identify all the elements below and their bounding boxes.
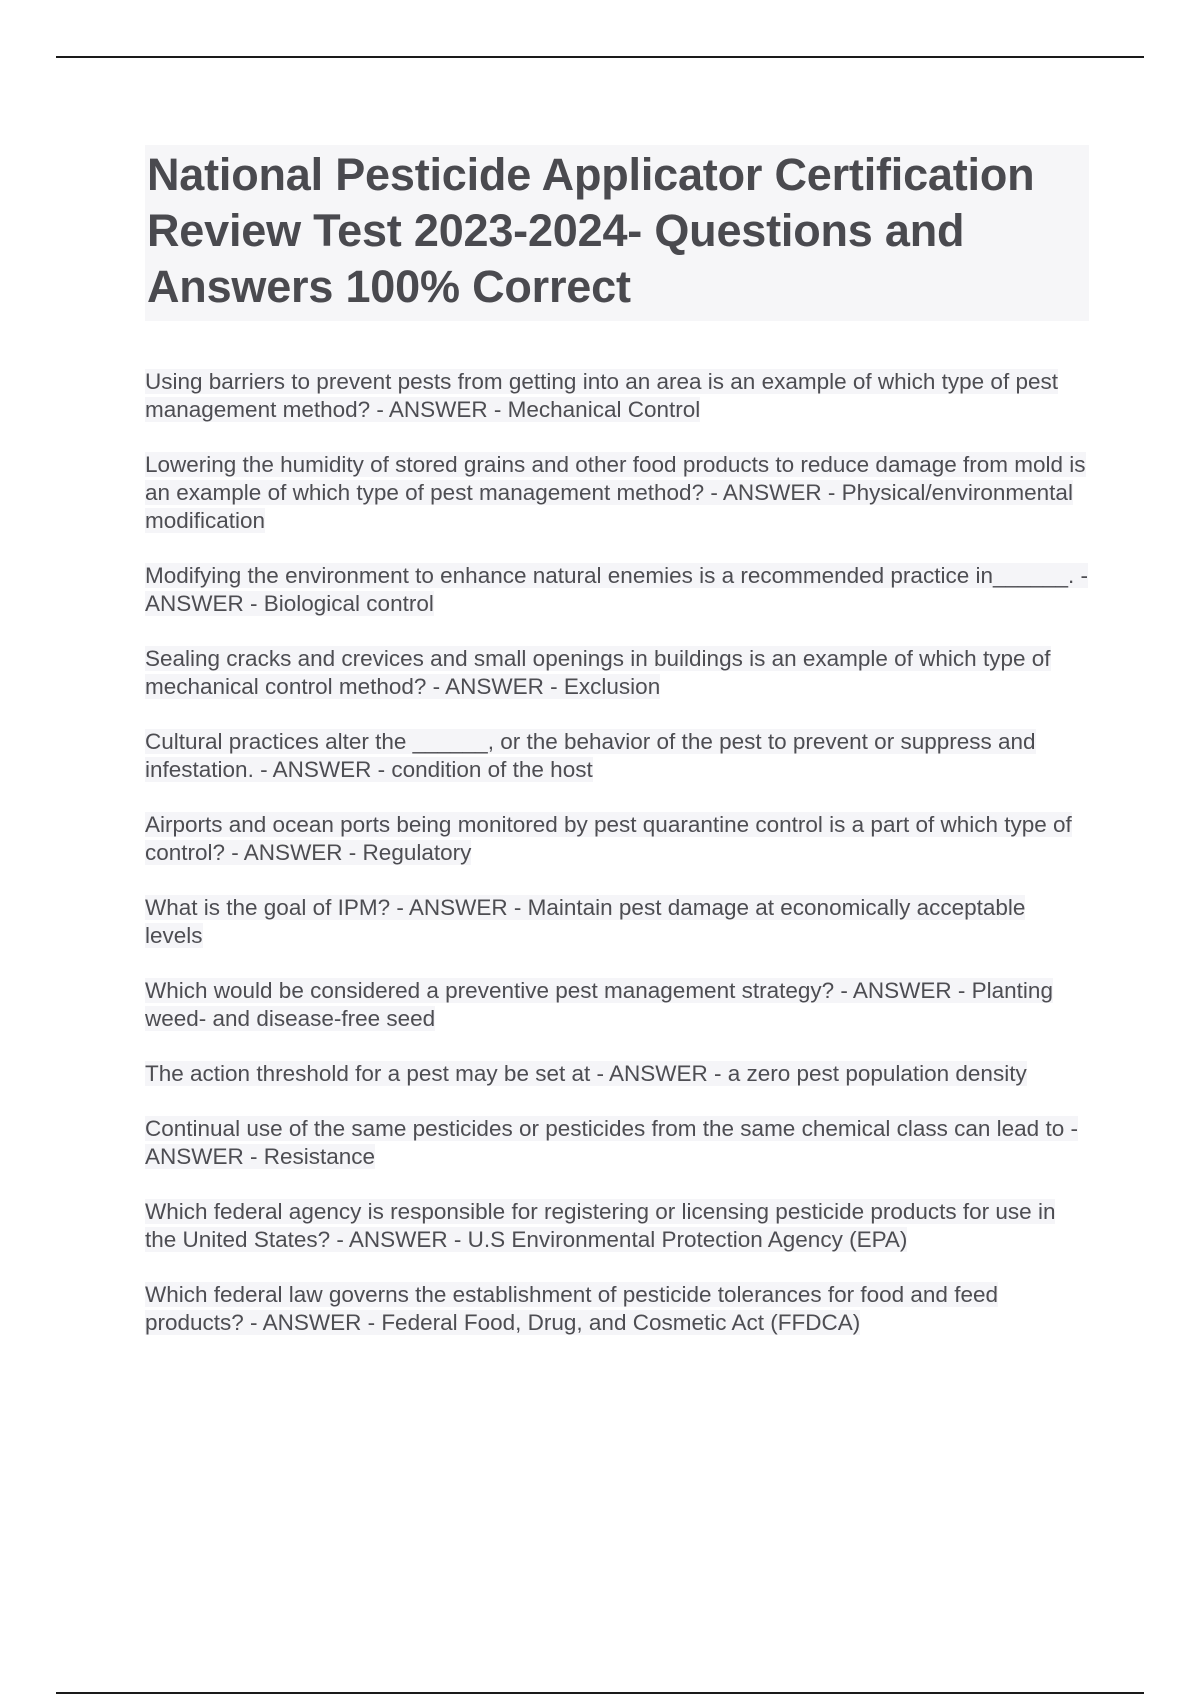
qa-item	[145, 1198, 1089, 1254]
qa-list	[145, 368, 1095, 1364]
qa-item	[145, 562, 1089, 618]
qa-text: Using barriers to prevent pests from getting into an area is an example of which type of pest management method? - ANSWER - Mechanical Control	[145, 369, 1058, 422]
qa-item	[145, 1281, 1089, 1337]
qa-text: Which would be considered a preventive pest management strategy? - ANSWER - Planting weed- and disease-free seed	[145, 978, 1053, 1031]
qa-text: Lowering the humidity of stored grains and other food products to reduce damage from mold is an example of which type of pest management method? - ANSWER - Physical/environmental modification	[145, 452, 1086, 533]
qa-text: Continual use of the same pesticides or pesticides from the same chemical class can lead to - ANSWER - Resistance	[145, 1116, 1078, 1169]
qa-item	[145, 894, 1089, 950]
qa-text: Which federal law governs the establishment of pesticide tolerances for food and feed products? - ANSWER - Federal Food, Drug, and Cosmetic Act (FFDCA)	[145, 1282, 998, 1335]
qa-item	[145, 728, 1089, 784]
qa-text: Which federal agency is responsible for registering or licensing pesticide products for use in the United States? - ANSWER - U.S Environmental Protection Agency (EPA)	[145, 1199, 1056, 1252]
qa-text: Sealing cracks and crevices and small openings in buildings is an example of which type of mechanical control method? - ANSWER - Exclusion	[145, 646, 1051, 699]
qa-item	[145, 645, 1089, 701]
qa-text: What is the goal of IPM? - ANSWER - Maintain pest damage at economically acceptable levels	[145, 895, 1026, 948]
document-title: National Pesticide Applicator Certification Review Test 2023-2024- Questions and Answers 100% Correct	[147, 149, 1035, 312]
qa-text: The action threshold for a pest may be set at - ANSWER - a zero pest population density	[145, 1061, 1027, 1086]
qa-item	[145, 451, 1089, 535]
qa-text: Cultural practices alter the ______, or the behavior of the pest to prevent or suppress and infestation. - ANSWER - condition of the host	[145, 729, 1036, 782]
qa-text: Airports and ocean ports being monitored by pest quarantine control is a part of which type of control? - ANSWER - Regulatory	[145, 812, 1072, 865]
qa-item	[145, 977, 1089, 1033]
title-block	[145, 145, 1089, 321]
qa-item	[145, 1060, 1089, 1088]
qa-item	[145, 811, 1089, 867]
qa-item	[145, 1115, 1089, 1171]
bottom-divider	[56, 1692, 1144, 1694]
qa-item	[145, 368, 1089, 424]
qa-text: Modifying the environment to enhance natural enemies is a recommended practice in______. - ANSWER - Biological control	[145, 563, 1089, 616]
top-divider	[56, 56, 1144, 58]
